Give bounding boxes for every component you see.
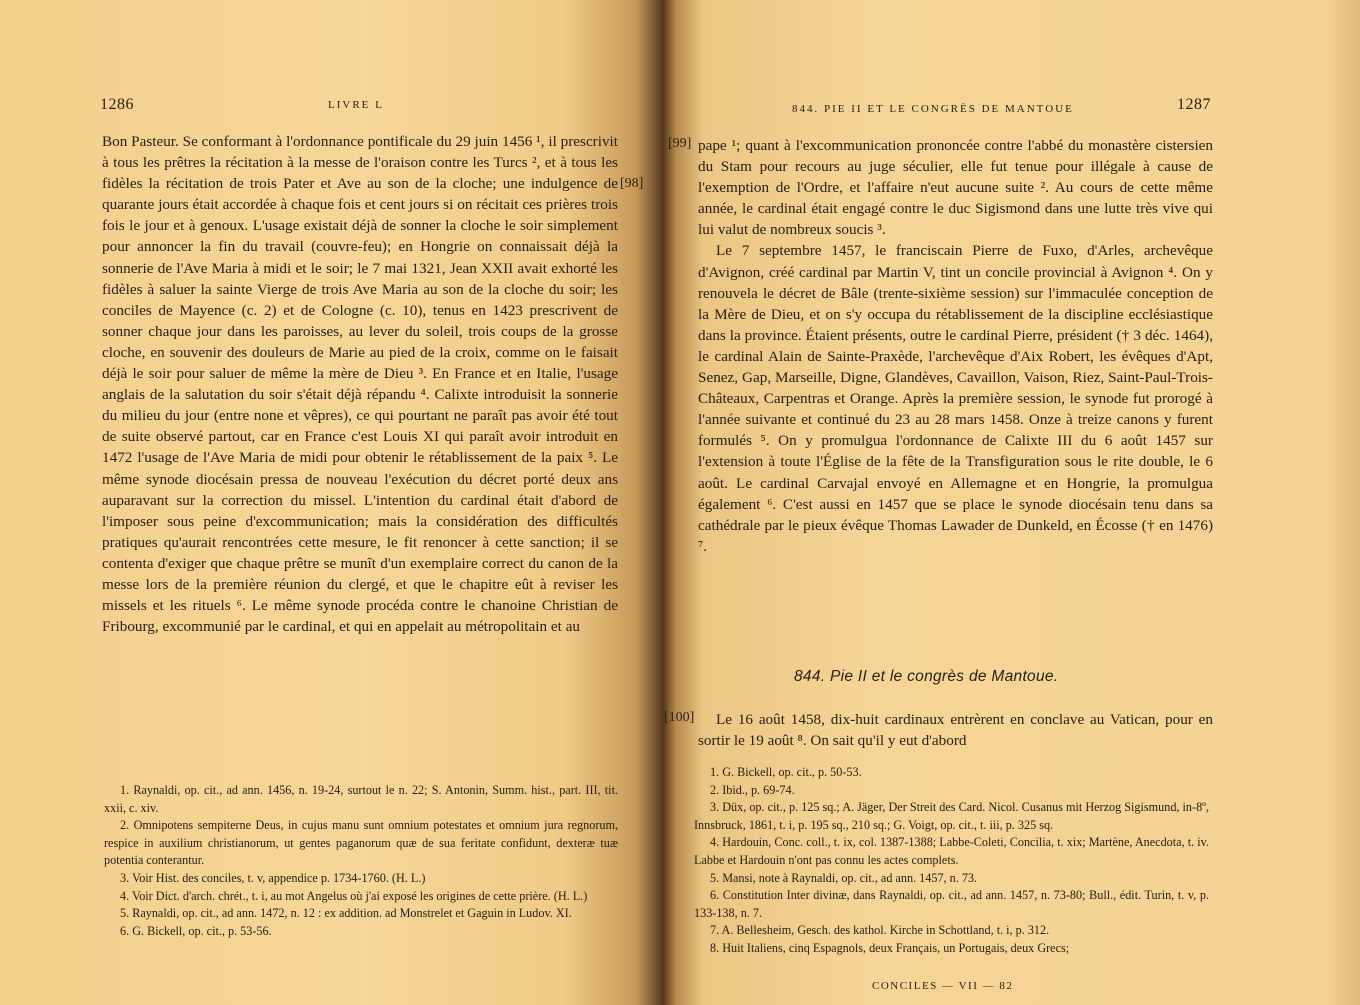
signature-mark: CONCILES — VII — 82 — [872, 980, 1014, 992]
footnote: 5. Mansi, note à Raynaldi, op. cit., ad ann. 1457, n. 73. — [710, 870, 978, 885]
footnote: 3. Voir Hist. des conciles, t. v, appendice p. 1734-1760. (H. L.) — [120, 870, 426, 885]
left-body-text — [102, 131, 618, 637]
right-body-paragraph-1: pape ¹; quant à l'excommunication prononcée contre l'abbé du monastère cistersien du Stam pour recours au juge séculier, elle fut tenue pour illégale à cause de l'exemption de l'Ordre, et l'affaire n'eut aucune suite ². Au cours de cette même année, le cardinal était engagé contre le duc Sigismond dans une lutte très vive qui lui valut de nombreux soucis ³. — [698, 137, 1213, 239]
left-body-paragraph: Bon Pasteur. Se conformant à l'ordonnance pontificale du 29 juin 1456 ¹, il prescrivit à tous les prêtres la récitation à la messe de l'oraison contre les Turcs ², et à tous les fidèles la récitation de trois Pater et Ave au son de la cloche; une indulgence de quarante jours était accordée à chaque fois et cent jours si on récitait ces prières trois fois le jour et à genoux. L'usage existait déjà de sonner la cloche le soir simplement pour annoncer la fin du travail (couvre-feu); en Hongrie on connaissait déjà la sonnerie de l'Ave Maria à midi et le soir; le 7 mai 1321, Jean XXII avait exhorté les fidèles à saluer la sainte Vierge de trois Ave Maria au son de la cloche du soir; les conciles de Mayence (c. 2) et de Cologne (c. 10), tenus en 1423 prescrivent de sonner chaque jour dans les paroisses, au lever du soleil, trois coups de la grosse cloche, en souvenir des douleurs de Marie au pied de la croix, comme on le faisait déjà le soir pour saluer de même la mère de Dieu ³. En France et en Italie, l'usage anglais de la salutation du soir s'était déjà répandu ⁴. Calixte introduisit la sonnerie du milieu du jour (entre none et vêpres), ce qui pourtant ne paraît pas avoir été tout de suite observé partout, car en France c'est Louis XI qui paraît avoir introduit en 1472 l'usage de l'Ave Maria de midi pour obtenir le rétablissement de la paix ⁵. Le même synode diocésain pressa de nouveau l'exécution du décret porté deux ans auparavant sur la correction du missel. L'intention du cardinal était d'abord de l'imposer sous peine d'excommunication; mais la considération des difficultés pratiques qu'aurait rencontrées cette mesure, le fit renoncer à cette sanction; il se contenta d'exiger que chaque prêtre se munît d'un exemplaire correct du canon de la messe lors de la première réunion du clergé, et que le chapitre eût à reviser les missels et les rituels ⁶. Le même synode procéda contre le chanoine Christian de Fribourg, excommunié par le cardinal, et qui en appelait au métropolitain et au — [102, 133, 618, 636]
footnote: 2. Ibid., p. 69-74. — [710, 782, 795, 797]
footnote: 4. Voir Dict. d'arch. chrét., t. i, au mot Angelus où j'ai exposé les origines de cette prière. (H. L.) — [120, 888, 588, 903]
footnote: 4. Hardouin, Conc. coll., t. ix, col. 1387-1388; Labbe-Coleti, Concilia, t. xix; Martène, Anecdota, t. iv. Labbe et Hardouin n'ont pas connu les actes complets. — [694, 835, 1209, 867]
left-page-number: 1286 — [100, 96, 134, 113]
right-body-paragraph-3: Le 16 août 1458, dix-huit cardinaux entrèrent en conclave au Vatican, pour en sortir le 19 août ⁸. On sait qu'il y eut d'abord — [698, 711, 1213, 750]
footnote: 5. Raynaldi, op. cit., ad ann. 1472, n. 12 : ex addition. ad Monstrelet et Gaguin in Ludov. XI. — [120, 906, 572, 921]
right-margin-ref-99: [99] — [668, 136, 692, 151]
left-page — [0, 0, 662, 1005]
right-running-head: 844. PIE II ET LE CONGRÈS DE MANTOUE — [792, 103, 1074, 115]
right-page — [662, 0, 1360, 1005]
left-footnotes — [104, 782, 618, 940]
section-title: 844. Pie II et le congrès de Mantoue. — [794, 668, 1059, 685]
footnote: 1. Raynaldi, op. cit., ad ann. 1456, n. 19-24, surtout le n. 22; S. Antonin, Summ. hist., part. III, tit. xxii, c. xiv. — [104, 783, 618, 815]
footnote: 1. G. Bickell, op. cit., p. 50-53. — [710, 765, 862, 779]
right-body-text-2 — [698, 709, 1213, 751]
footnote: 3. Düx, op. cit., p. 125 sq.; A. Jäger, Der Streit des Card. Nicol. Cusanus mit Herzog Sigismund, in-8º, Innsbruck, 1861, t. i, p. 195 sq., 210 sq.; G. Voigt, op. cit., t. iii, p. 325 sq. — [694, 800, 1209, 832]
footnote: 6. Constitution Inter divinæ, dans Raynaldi, op. cit., ad ann. 1457, n. 73-80; Bull., édit. Turin, t. v, p. 133-138, n. 7. — [694, 888, 1209, 920]
footnote: 7. A. Bellesheim, Gesch. des kathol. Kirche in Schottland, t. i, p. 312. — [710, 923, 1050, 938]
footnote: 6. G. Bickell, op. cit., p. 53-56. — [120, 923, 272, 938]
right-margin-ref-100: [100] — [664, 710, 695, 725]
right-page-number: 1287 — [1177, 96, 1211, 113]
right-body-paragraph-2: Le 7 septembre 1457, le franciscain Pierre de Fuxo, d'Arles, archevêque d'Avignon, créé cardinal par Martin V, tint un concile provincial à Avignon ⁴. On y renouvela le décret de Bâle (trente-sixième session) sur l'immaculée conception de la Mère de Dieu, et on s'y occupa du rétablissement de la discipline ecclésiastique dans la province. Étaient présents, outre le cardinal Pierre, président († 3 déc. 1464), le cardinal Alain de Sainte-Praxède, l'archevêque d'Aix Robert, les évêques d'Apt, Senez, Gap, Marseille, Digne, Glandèves, Cavaillon, Vaison, Riez, Saint-Paul-Trois-Châteaux, Carpentras et Orange. Après la première session, le synode fut prorogé à l'année suivante et continué du 23 au 28 mars 1458. Onze à treize canons y furent formulés ⁵. On y promulgua l'ordonnance de Calixte III du 6 août 1457 sur l'extension à toute l'Église de la fête de la Transfiguration sous le rite double, le 6 août. Le cardinal Carvajal envoyé en Allemagne et en Hongrie, la promulgua également ⁶. C'est aussi en 1457 que se place le synode diocésain tenu dans sa cathédrale par le pieux évêque Thomas Lawader de Dunkeld, en Écosse († en 1476) ⁷. — [698, 242, 1213, 555]
left-running-head: LIVRE L — [328, 99, 384, 111]
footnote: 8. Huit Italiens, cinq Espagnols, deux Français, un Portugais, deux Grecs; — [710, 940, 1070, 955]
footnote: 2. Omnipotens sempiterne Deus, in cujus manu sunt omnium potestates et omnium jura regnorum, respice in auxilium christianorum, ut gentes paganorum quæ de sua feritate confidunt, dexteræ tuæ potentia conterantur. — [104, 818, 618, 868]
right-footnotes — [694, 764, 1209, 958]
left-margin-ref: [98] — [620, 176, 644, 191]
right-body-text — [698, 135, 1213, 557]
